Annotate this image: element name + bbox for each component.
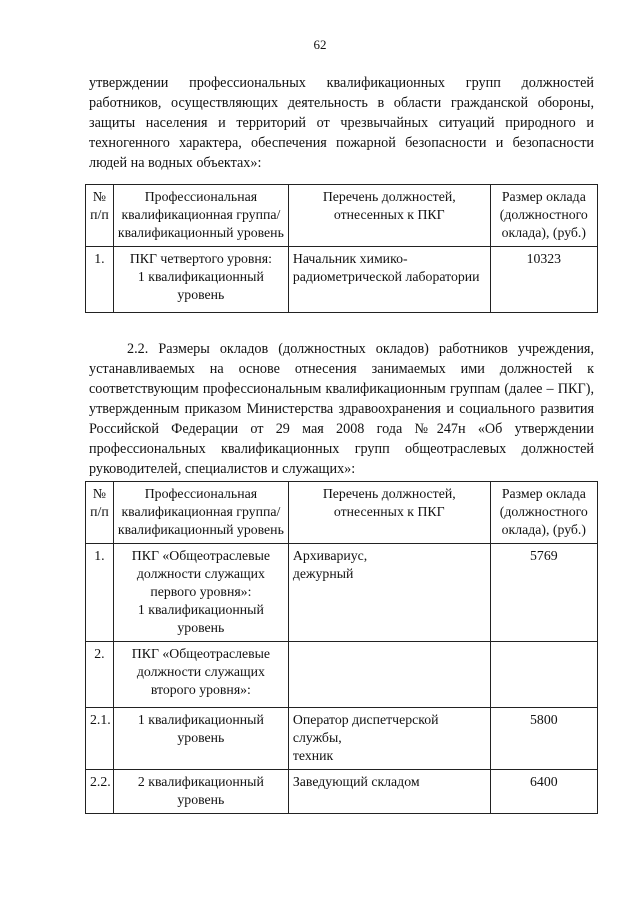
header-num: № п/п [86, 482, 114, 544]
position-line: Архивариус, [292, 548, 368, 563]
header-positions: Перечень должностей, отнесенных к ПКГ [288, 482, 490, 544]
page-number: 62 [313, 37, 327, 52]
position-line: техник [292, 748, 334, 763]
header-group: Профессиональная квалификационная группа/ квалификационный уровень [113, 185, 288, 247]
header-salary: Размер оклада (должностного оклада), (руб.) [490, 185, 597, 247]
table-header-row [86, 185, 598, 247]
row-salary: 10323 [490, 247, 597, 313]
row-positions [288, 770, 490, 814]
salary-table-general-positions [85, 481, 598, 814]
row-group [113, 642, 288, 708]
position-line: Заведующий складом [292, 774, 420, 789]
table-row [86, 544, 598, 642]
row-salary: 5800 [490, 708, 597, 770]
row-num: 2.2. [86, 770, 114, 814]
position-line: Начальник химико-радиометрической лаборатории [292, 251, 480, 284]
table-row [86, 708, 598, 770]
position-line: дежурный [292, 566, 354, 581]
section-2-2-paragraph: 2.2. Размеры окладов (должностных окладов) работников учреждения, устанавливаемых на основе отнесения занимаемых ими должностей к соответствующим профессиональным квалификационным группам (далее – ПКГ), утвержденным приказом Министерства здравоохранения и социального развития Российской Федерации от 29 мая 2008 года №247н «Об утверждении профессиональных квалификационных групп общеотраслевых должностей руководителей, специалистов и служащих»: [89, 341, 594, 477]
salary-table-civil-defense [85, 184, 598, 313]
position-line: Оператор диспетчерской службы, [292, 712, 439, 745]
row-positions [288, 642, 490, 708]
row-group [113, 770, 288, 814]
table-header-row [86, 482, 598, 544]
group-line: 1 квалификационный уровень [137, 602, 264, 635]
group-line: ПКГ четвертого уровня: [129, 251, 272, 266]
header-positions: Перечень должностей, отнесенных к ПКГ [288, 185, 490, 247]
intro-paragraph: утверждении профессиональных квалификационных групп должностей работников, осуществляющих деятельность в области гражданской обороны, защиты населения и территорий от чрезвычайных ситуаций природного и техногенного характера, обеспечения пожарной безопасности и безопасности людей на водных объектах»: [89, 75, 594, 171]
row-salary: 6400 [490, 770, 597, 814]
row-num: 2.1. [86, 708, 114, 770]
row-group [113, 247, 288, 313]
row-num: 1. [86, 544, 114, 642]
row-num: 2. [86, 642, 114, 708]
group-line: ПКГ «Общеотраслевые должности служащих второго уровня»: [131, 646, 270, 697]
group-line: ПКГ «Общеотраслевые должности служащих первого уровня»: [131, 548, 270, 599]
table-row [86, 642, 598, 708]
table-row [86, 247, 598, 313]
row-group [113, 708, 288, 770]
group-line: 1 квалификационный уровень [137, 269, 264, 302]
row-positions [288, 708, 490, 770]
row-salary [490, 642, 597, 708]
header-num: № п/п [86, 185, 114, 247]
group-line: 1 квалификационный уровень [137, 712, 264, 745]
table-row [86, 770, 598, 814]
row-salary: 5769 [490, 544, 597, 642]
row-positions [288, 247, 490, 313]
row-group [113, 544, 288, 642]
header-group: Профессиональная квалификационная группа/ квалификационный уровень [113, 482, 288, 544]
row-positions [288, 544, 490, 642]
group-line: 2 квалификационный уровень [137, 774, 264, 807]
header-salary: Размер оклада (должностного оклада), (руб.) [490, 482, 597, 544]
row-num: 1. [86, 247, 114, 313]
